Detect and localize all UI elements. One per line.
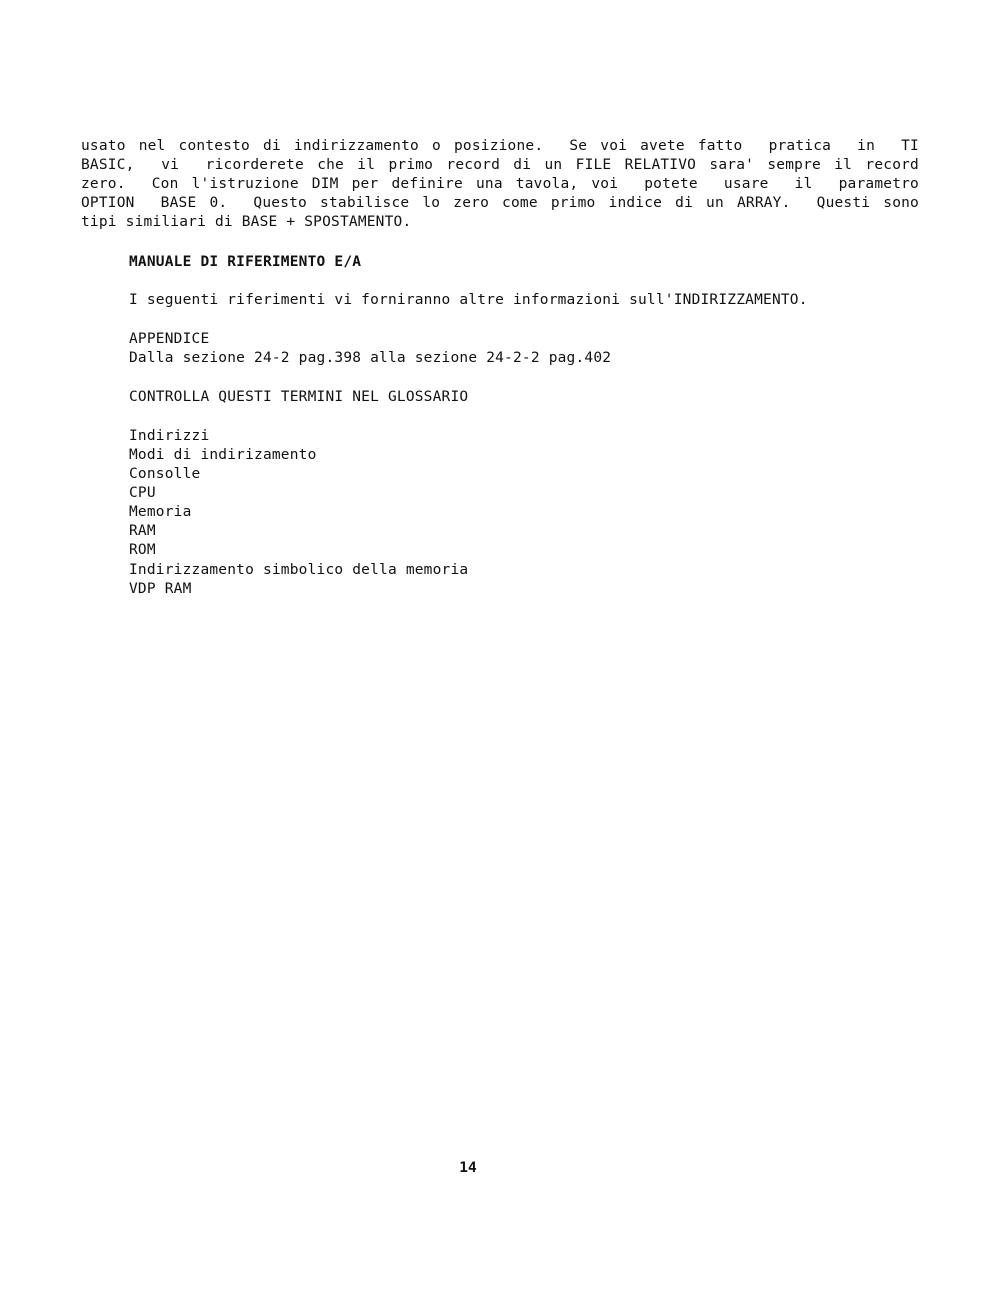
glossary-term: RAM [129,523,156,539]
glossary-term: CPU [129,485,156,501]
intro-line-1: usato nel contesto di indirizzamento o posizione. Se voi avete fatto pratica in TI [81,138,919,154]
glossary-heading: CONTROLLA QUESTI TERMINI NEL GLOSSARIO [129,389,469,405]
glossary-term: Indirizzi [129,428,210,444]
appendix-title: APPENDICE [129,331,210,347]
glossary-term: VDP RAM [129,581,192,597]
intro-line-3: zero. Con l'istruzione DIM per definire una tavola, voi potete usare il parametro [81,176,919,192]
references-text: I seguenti riferimenti vi forniranno altre informazioni sull'INDIRIZZAMENTO. [129,292,808,308]
glossary-term: Consolle [129,466,201,482]
manual-heading: MANUALE DI RIFERIMENTO E/A [129,254,362,270]
glossary-term: Modi di indirizamento [129,447,317,463]
glossary-term: Memoria [129,504,192,520]
intro-line-5: tipi similiari di BASE + SPOSTAMENTO. [81,214,412,230]
glossary-term: ROM [129,542,156,558]
glossary-term: Indirizzamento simbolico della memoria [129,562,469,578]
page-number: 14 [459,1160,477,1176]
appendix-range: Dalla sezione 24-2 pag.398 alla sezione 24-2-2 pag.402 [129,350,612,366]
intro-line-4: OPTION BASE 0. Questo stabilisce lo zero come primo indice di un ARRAY. Questi sono [81,195,919,211]
intro-line-2: BASIC, vi ricorderete che il primo record di un FILE RELATIVO sara' sempre il record [81,157,919,173]
